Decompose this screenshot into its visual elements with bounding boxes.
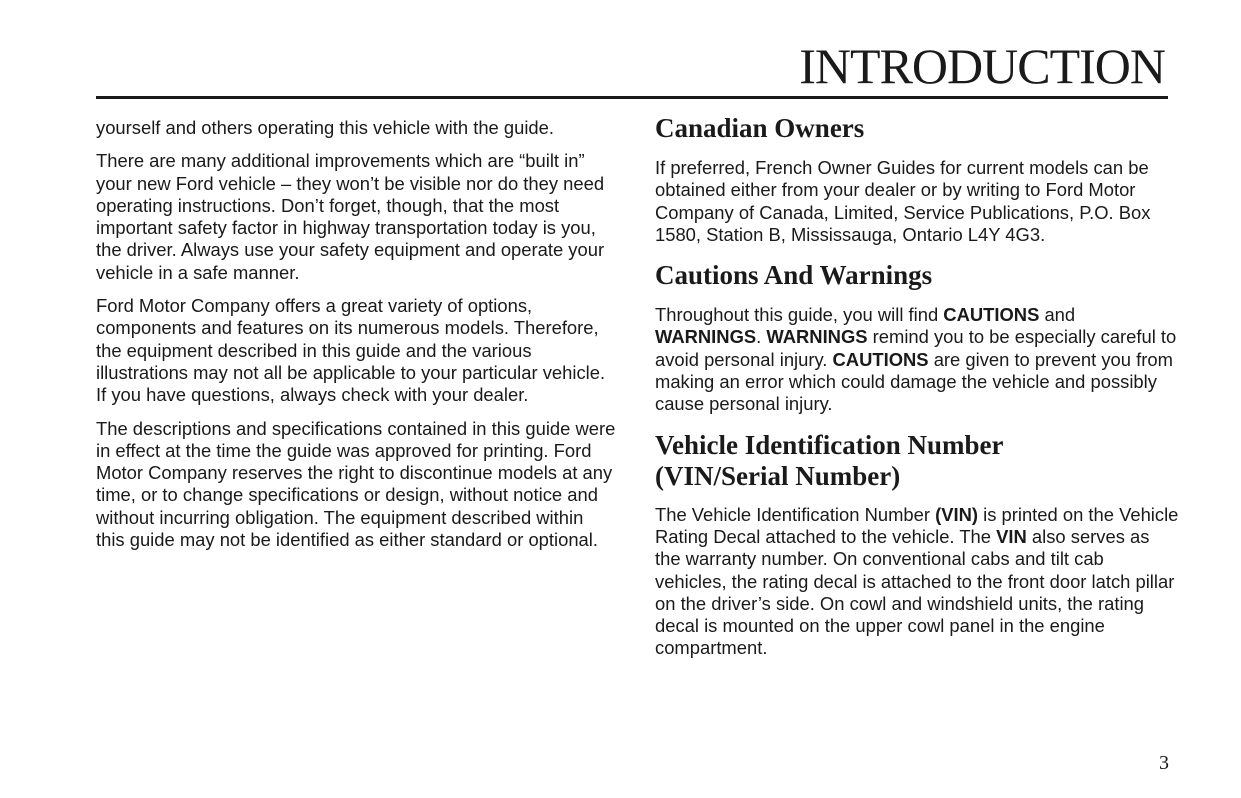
text-segment: remind you to be especially careful to avoid personal injury. [655,326,1177,370]
text-segment: also serves as the warranty number. On conventional cabs and tilt cab vehicles, the rating decal is attached to the front door latch pillar on the driver’s side. On cowl and windshield units, the rating decal is mounted on the upper cowl panel in the engine compartment. [655,525,1175,659]
paragraph-canadian-owners: If preferred, French Owner Guides for current models can be obtained either from your dealer or by writing to Ford Motor Company of Canada, Limited, Service Publications, P.O. Box 1580, Station B, Mississauga, Ontario L4Y 4G3. [655,157,1151,245]
heading-vin [655,430,1180,492]
page-title: INTRODUCTION [799,38,1165,94]
text-segment: Throughout this guide, you will find [655,304,944,326]
paragraph-options: Ford Motor Company offers a great variety of options, components and features on its numerous models. Therefore, the equipment described in this guide and the various illustrations may not all be applicable to your particular vehicle. If you have questions, always check with your dealer. [96,295,606,406]
paragraph-vin [655,504,1180,660]
text-segment: is printed on the Vehicle Rating Decal attached to the vehicle. The [655,503,1179,547]
page-number: 3 [1159,752,1169,774]
paragraph-improvements: There are many additional improvements which are “built in” your new Ford vehicle – they won’t be visible nor do they need operating instructions. Don’t forget, though, that the most important safety factor in highway transportation today is you, the driver. Always use your safety equipment and operate your vehicle in a safe manner. [96,150,605,283]
text-segment: and [1039,304,1076,326]
left-column [96,117,616,562]
paragraph-guide-continuation: yourself and others operating this vehicle with the guide. [96,117,554,138]
heading-cautions-warnings: Cautions And Warnings [655,260,933,291]
text-segment: are given to prevent you from making an error which could damage the vehicle and possibly cause personal injury. [655,348,1173,415]
heading-canadian-owners: Canadian Owners [655,113,865,143]
bold-vin: (VIN) [935,503,979,525]
text-segment: . [756,326,767,348]
bold-warnings: WARNINGS [766,326,868,348]
heading-vin-line1: Vehicle Identification Number [655,429,1004,460]
paragraph-specifications: The descriptions and specifications contained in this guide were in effect at the time the guide was approved for printing. Ford Motor Company reserves the right to discontinue models at any time, or to change specifications or design, without notice and without incurring obligation. The equipment described within this guide may not be identified as either standard or optional. [96,417,616,551]
bold-warnings: WARNINGS [655,326,757,348]
paragraph-cautions-warnings [655,304,1180,415]
bold-vin: VIN [996,525,1027,547]
header-rule [96,96,1168,99]
right-column [655,113,1180,674]
heading-vin-line2: (VIN/Serial Number) [655,460,901,491]
bold-cautions: CAUTIONS [832,348,929,370]
bold-cautions: CAUTIONS [943,304,1040,326]
text-segment: The Vehicle Identification Number [655,503,936,525]
